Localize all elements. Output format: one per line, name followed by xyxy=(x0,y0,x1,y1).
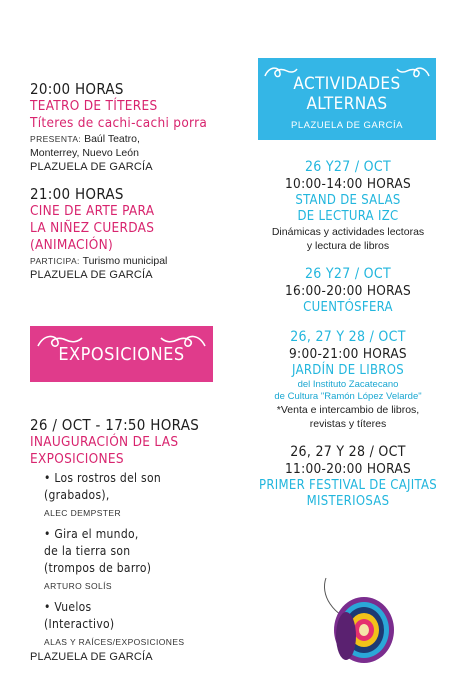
activity-date: 26, 27 Y 28 / OCT xyxy=(290,444,406,460)
left-column xyxy=(30,80,245,293)
event-title: TEATRO DE TÍTERES xyxy=(30,98,158,114)
banner-subtitle: PLAZUELA DE GARCÍA xyxy=(291,120,403,131)
event-time: 21:00 HORAS xyxy=(30,185,124,203)
activity-org: de Cultura "Ramón López Velarde" xyxy=(274,391,422,402)
activity-title: PRIMER FESTIVAL DE CAJITAS xyxy=(259,478,437,493)
activity-date: 26 Y27 / OCT xyxy=(305,266,391,282)
activity-date: 26, 27 Y 28 / OCT xyxy=(290,329,406,345)
activity-title: STAND DE SALAS xyxy=(295,193,401,208)
event-presenta: PRESENTA: Baúl Teatro, xyxy=(30,133,140,145)
expo-author: ARTURO SOLÍS xyxy=(44,581,112,591)
activity-block xyxy=(252,328,444,431)
activity-time: 16:00-20:00 HORAS xyxy=(285,283,411,299)
event-title-line3: (ANIMACIÓN) xyxy=(30,237,114,253)
event-titeres xyxy=(30,80,245,175)
expo-title-line1: INAUGURACIÓN DE LAS xyxy=(30,434,179,450)
right-column xyxy=(252,158,444,510)
activity-title: JARDÍN DE LIBROS xyxy=(292,363,404,378)
expo-details xyxy=(30,416,245,665)
event-cine xyxy=(30,185,245,283)
event-time: 20:00 HORAS xyxy=(30,80,124,98)
activity-title: DE LECTURA IZC xyxy=(297,209,399,224)
event-title-line2: LA NIÑEZ CUERDAS xyxy=(30,220,155,236)
expo-author: ALAS Y RAÍCES/EXPOSICIONES xyxy=(44,637,185,647)
activity-desc: Dinámicas y actividades lectoras xyxy=(271,226,425,238)
activity-time: 11:00-20:00 HORAS xyxy=(285,461,411,477)
event-subtitle: Títeres de cachi-cachi porra xyxy=(30,115,208,131)
activity-date: 26 Y27 / OCT xyxy=(305,159,391,175)
activity-block xyxy=(252,443,444,510)
activity-desc: revistas y títeres xyxy=(309,418,387,430)
actividades-banner xyxy=(258,58,436,140)
expo-item-2: • Gira el mundo, de la tierra son (trompos de barro) ARTURO SOLÍS xyxy=(44,526,245,591)
expo-place: PLAZUELA DE GARCÍA xyxy=(30,651,153,663)
banner-title: EXPOSICIONES xyxy=(58,344,185,365)
activity-block xyxy=(252,158,444,253)
event-presenta-line2: Monterrey, Nuevo León xyxy=(30,147,139,159)
activity-desc: y lectura de libros xyxy=(306,240,390,252)
expo-item-1: • Los rostros del son (grabados), ALEC DEMPSTER xyxy=(44,470,245,518)
activity-org: del Instituto Zacatecano xyxy=(297,379,399,390)
activity-time: 10:00-14:00 HORAS xyxy=(285,176,411,192)
event-place: PLAZUELA DE GARCÍA xyxy=(30,161,153,173)
activity-title: MISTERIOSAS xyxy=(306,494,390,509)
activity-block xyxy=(252,265,444,316)
activity-time: 9:00-21:00 HORAS xyxy=(289,346,407,362)
expo-title-line2: EXPOSICIONES xyxy=(30,451,124,467)
expo-time: 26 / OCT - 17:50 HORAS xyxy=(30,416,200,434)
event-place: PLAZUELA DE GARCÍA xyxy=(30,269,153,281)
expo-item-3: • Vuelos (Interactivo) ALAS Y RAÍCES/EXPOSICIONES xyxy=(44,599,245,647)
activity-desc: *Venta e intercambio de libros, xyxy=(276,404,420,416)
exposiciones-banner xyxy=(30,326,213,382)
expo-author: ALEC DEMPSTER xyxy=(44,508,121,518)
event-title-line1: CINE DE ARTE PARA xyxy=(30,203,155,219)
banner-title: ACTIVIDADES ALTERNAS xyxy=(293,74,401,114)
activity-title: CUENTÓSFERA xyxy=(303,300,393,315)
yoyo-icon xyxy=(318,576,398,668)
event-participa: PARTICIPA: Turismo municipal xyxy=(30,255,168,267)
